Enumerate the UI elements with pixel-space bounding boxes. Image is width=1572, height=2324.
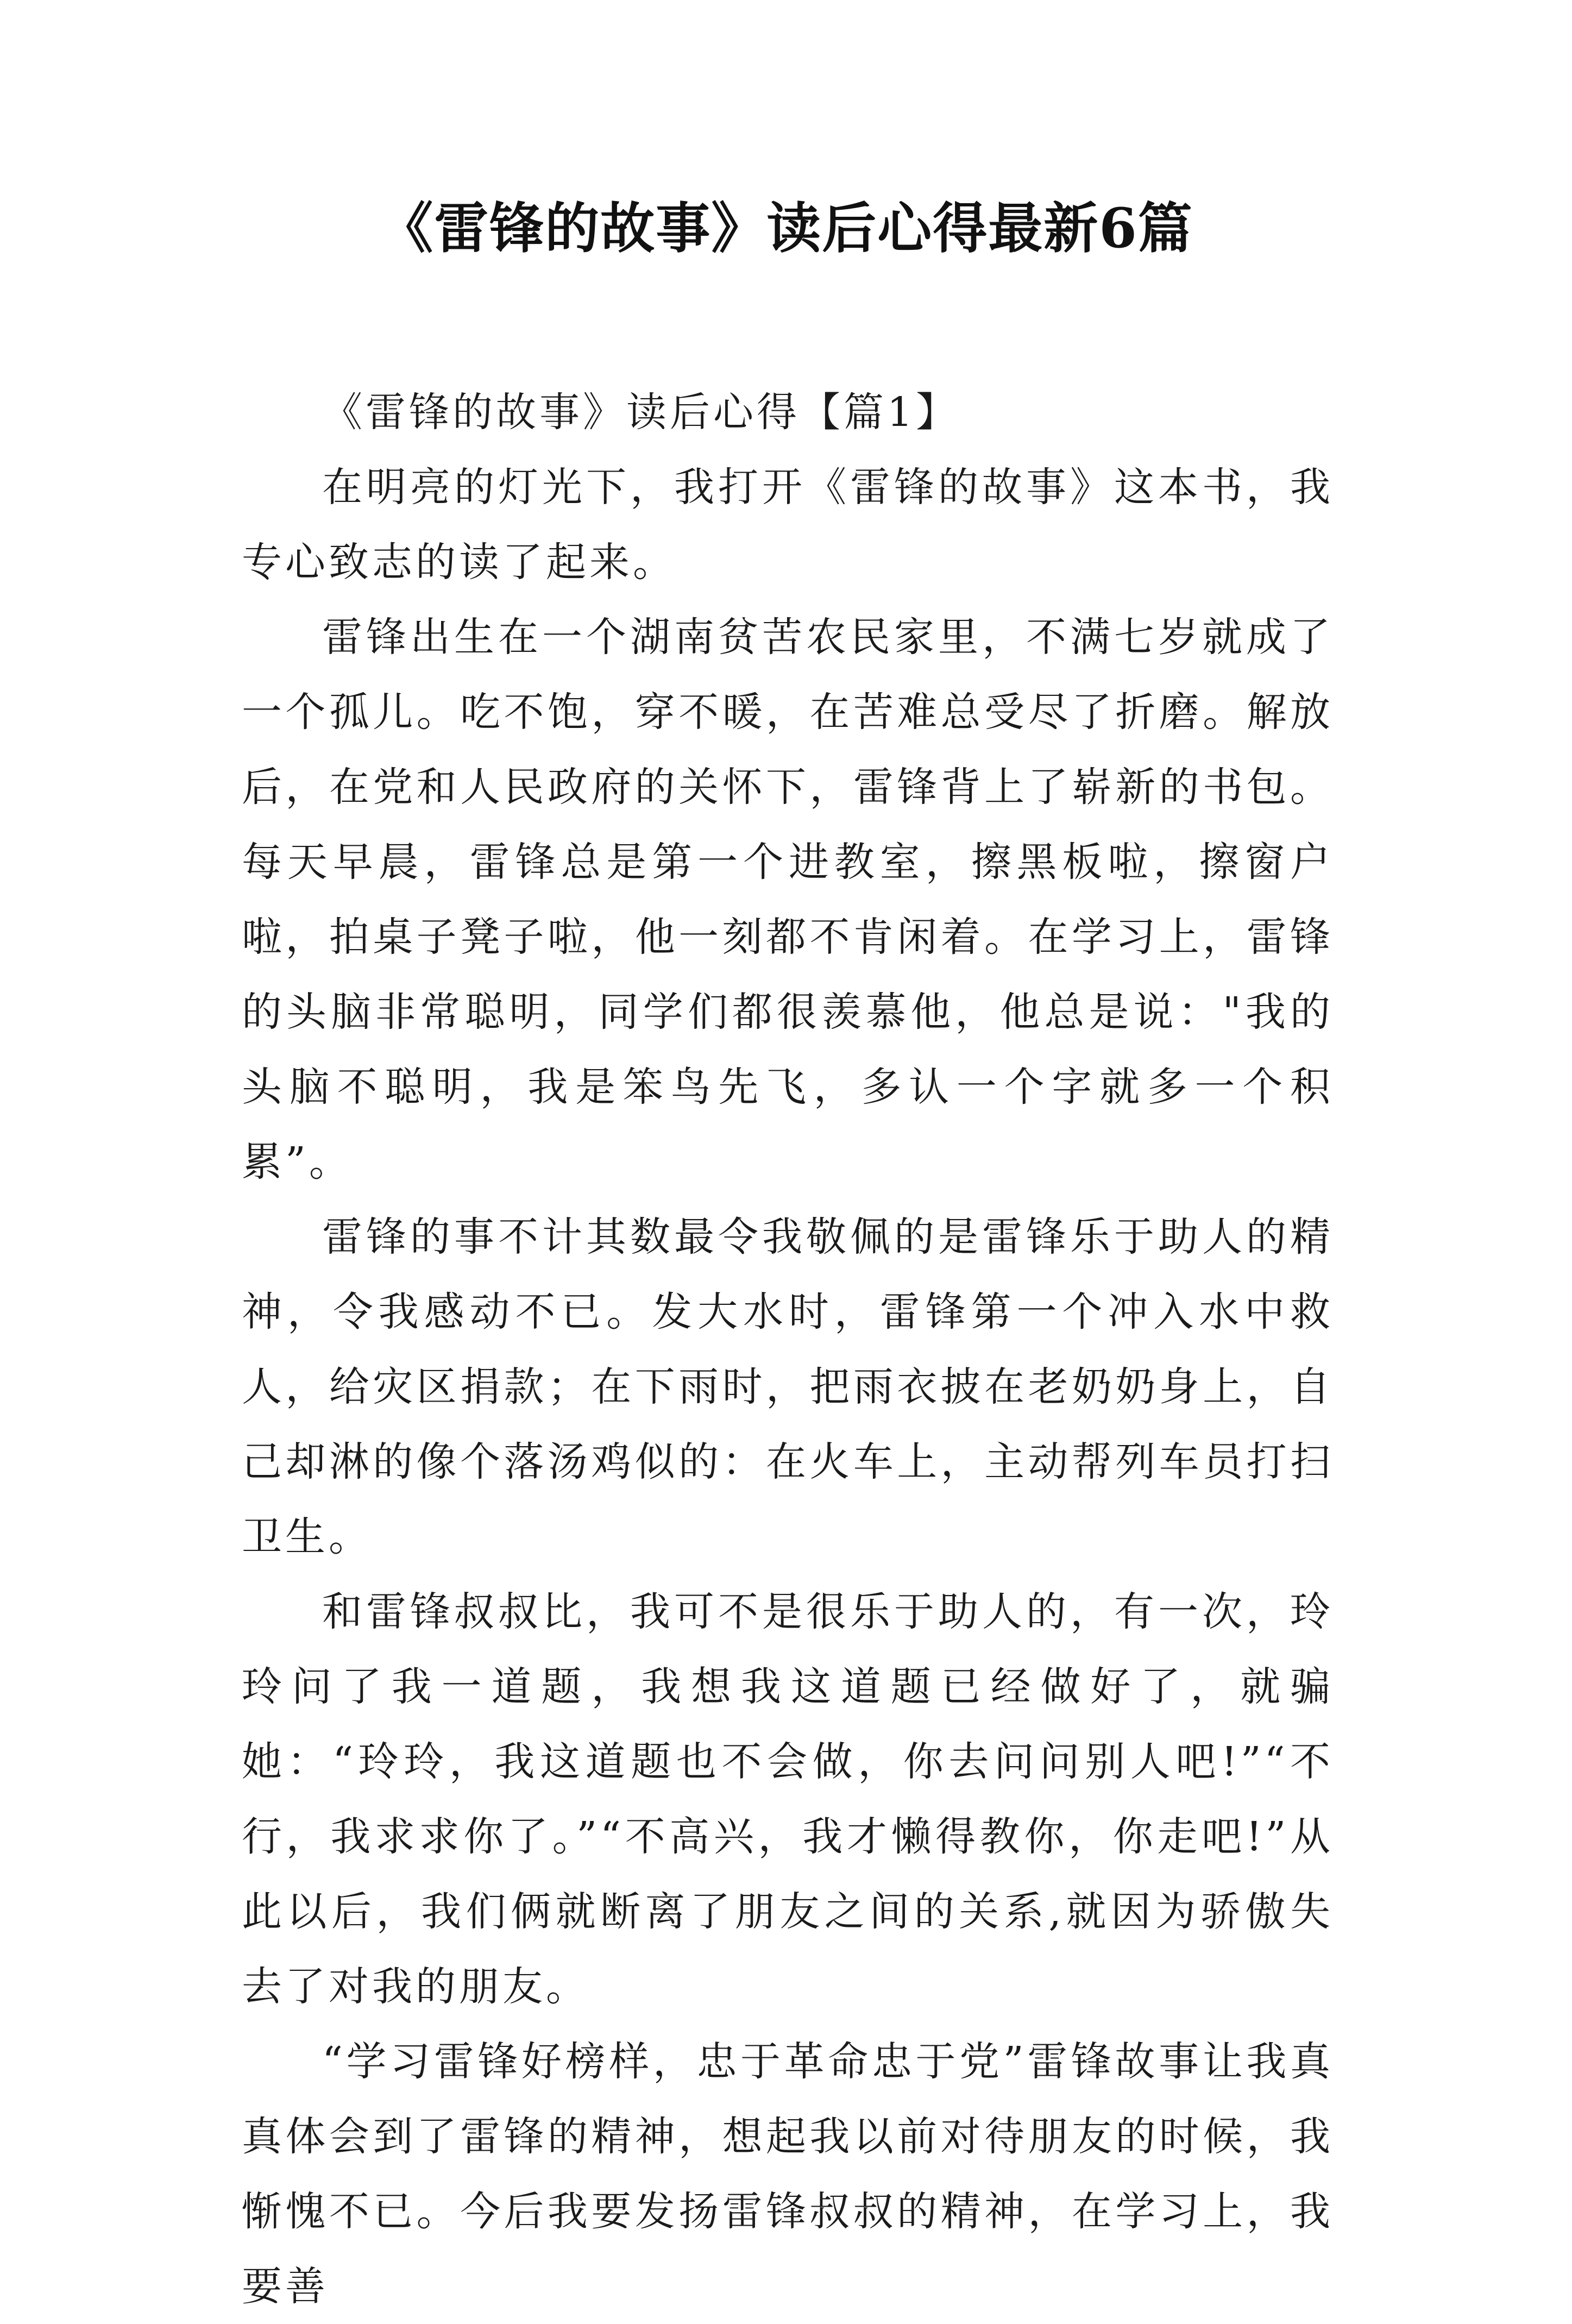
paragraph: 和雷锋叔叔比，我可不是很乐于助人的，有一次，玲玲问了我一道题，我想我这道题已经做好了，就骗她：“玲玲，我这道题也不会做，你去问问别人吧!”“不行，我求求你了。”“不高兴，我才懒得教你，你走吧!”从此以后，我们俩就断离了朋友之间的关系,就因为骄傲失去了对我的朋友。 (242, 1588, 1334, 2010)
paragraph: 在明亮的灯光下，我打开《雷锋的故事》这本书，我专心致志的读了起来。 (242, 464, 1334, 586)
paragraph: 雷锋的事不计其数最令我敬佩的是雷锋乐于助人的精神，令我感动不已。发大水时，雷锋第一个冲入水中救人，给灾区捐款；在下雨时，把雨衣披在老奶奶身上，自己却淋的像个落汤鸡似的：在火车上，主动帮列车员打扫卫生。 (242, 1214, 1334, 1560)
paragraph: 雷锋出生在一个湖南贫苦农民家里，不满七岁就成了一个孤儿。吃不饱，穿不暖，在苦难总受尽了折磨。解放后，在党和人民政府的关怀下，雷锋背上了崭新的书包。每天早晨，雷锋总是第一个进教室，擦黑板啦，擦窗户啦，拍桌子凳子啦，他一刻都不肯闲着。在学习上，雷锋的头脑非常聪明，同学们都很羡慕他，他总是说："我的头脑不聪明，我是笨鸟先飞，多认一个字就多一个积累”。 (242, 614, 1334, 1185)
section-heading: 《雷锋的故事》读后心得【篇1】 (322, 389, 960, 436)
document-body (242, 375, 1334, 2324)
paragraph: “学习雷锋好榜样，忠于革命忠于党”雷锋故事让我真真体会到了雷锋的精神，想起我以前对待朋友的时候，我惭愧不已。今后我要发扬雷锋叔叔的精神，在学习上，我要善 (242, 2038, 1334, 2310)
document-title: 《雷锋的故事》读后心得最新6篇 (379, 196, 1193, 260)
